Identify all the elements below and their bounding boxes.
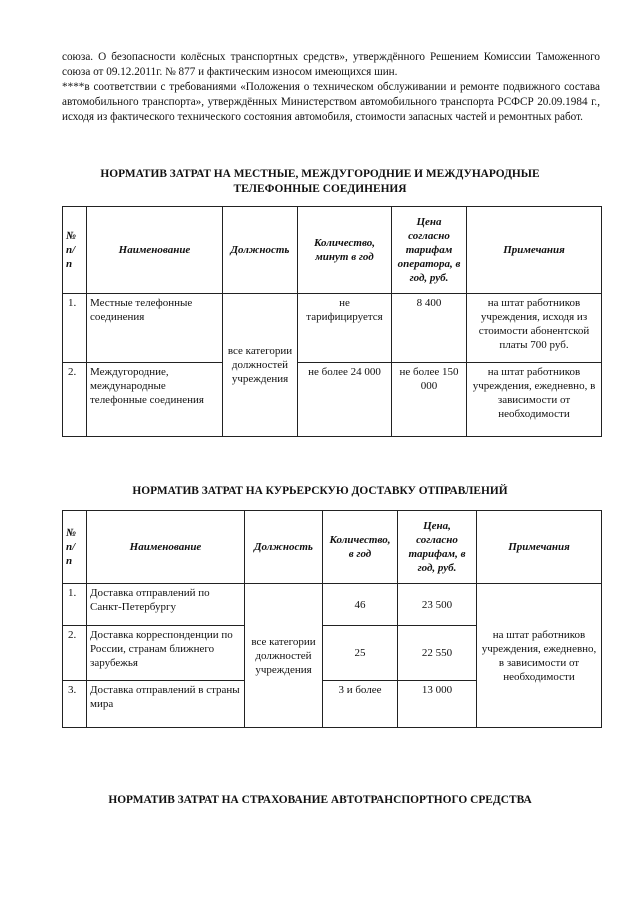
table-row bbox=[63, 584, 602, 626]
row-notes: на штат работников учреждения, ежедневно, в зависимости от необходимости bbox=[477, 584, 602, 728]
header-name: Наименование bbox=[87, 511, 245, 584]
row-name: Доставка корреспонденции по России, странам ближнего зарубежья bbox=[87, 626, 245, 681]
header-price: Цена, согласно тарифам, в год, руб. bbox=[398, 511, 477, 584]
header-quantity: Количество, в год bbox=[323, 511, 398, 584]
row-position: все категории должностей учреждения bbox=[223, 294, 298, 437]
row-name: Доставка отправлений в страны мира bbox=[87, 681, 245, 728]
row-number: 2. bbox=[63, 626, 87, 681]
row-quantity: не более 24 000 bbox=[298, 363, 392, 437]
header-quantity: Количество, минут в год bbox=[298, 207, 392, 294]
header-num: № п/ п bbox=[63, 511, 87, 584]
row-price: 23 500 bbox=[398, 584, 477, 626]
intro-text bbox=[62, 50, 600, 125]
header-position: Должность bbox=[245, 511, 323, 584]
row-number: 1. bbox=[63, 294, 87, 363]
header-notes: Примечания bbox=[467, 207, 602, 294]
row-price: 13 000 bbox=[398, 681, 477, 728]
row-quantity: 25 bbox=[323, 626, 398, 681]
courier-costs-heading: НОРМАТИВ ЗАТРАТ НА КУРЬЕРСКУЮ ДОСТАВКУ ОТПРАВЛЕНИЙ bbox=[132, 485, 508, 497]
phone-costs-heading-line-1: НОРМАТИВ ЗАТРАТ НА МЕСТНЫЕ, МЕЖДУГОРОДНИЕ И МЕЖДУНАРОДНЫЕ bbox=[100, 168, 540, 180]
row-quantity: 3 и более bbox=[323, 681, 398, 728]
courier-costs-table bbox=[62, 510, 602, 728]
header-notes: Примечания bbox=[477, 511, 602, 584]
row-quantity: не тарифицируется bbox=[298, 294, 392, 363]
row-number: 1. bbox=[63, 584, 87, 626]
header-position: Должность bbox=[223, 207, 298, 294]
row-name: Доставка отправлений по Санкт-Петербургу bbox=[87, 584, 245, 626]
table-header-row bbox=[63, 207, 602, 294]
row-notes: на штат работников учреждения, исходя из стоимости абонентской платы 700 руб. bbox=[467, 294, 602, 363]
row-position: все категории должностей учреждения bbox=[245, 584, 323, 728]
header-name: Наименование bbox=[87, 207, 223, 294]
row-notes: на штат работников учреждения, ежедневно, в зависимости от необходимости bbox=[467, 363, 602, 437]
row-name: Междугородние, международные телефонные соединения bbox=[87, 363, 223, 437]
header-num: № п/ п bbox=[63, 207, 87, 294]
row-name: Местные телефонные соединения bbox=[87, 294, 223, 363]
row-number: 3. bbox=[63, 681, 87, 728]
row-number: 2. bbox=[63, 363, 87, 437]
table-row bbox=[63, 294, 602, 363]
phone-costs-table bbox=[62, 206, 602, 437]
intro-line-2: ****в соответствии с требованиями «Положения о техническом обслуживании и ремонте подвижного состава автомобильного транспорта», утверждённых Министерством автомобильного транспорта РСФСР 20.09.1984 г., исходя из фактического технического состояния автомобиля, стоимости запасных частей и ремонтных работ. bbox=[62, 81, 600, 123]
row-price: 22 550 bbox=[398, 626, 477, 681]
row-price: 8 400 bbox=[392, 294, 467, 363]
row-price: не более 150 000 bbox=[392, 363, 467, 437]
table-row bbox=[63, 363, 602, 437]
row-quantity: 46 bbox=[323, 584, 398, 626]
insurance-costs-heading: НОРМАТИВ ЗАТРАТ НА СТРАХОВАНИЕ АВТОТРАНСПОРТНОГО СРЕДСТВА bbox=[108, 794, 532, 806]
header-price: Цена согласно тарифам оператора, в год, руб. bbox=[392, 207, 467, 294]
intro-line-1: союза. О безопасности колёсных транспортных средств», утверждённого Решением Комиссии Таможенного союза от 09.12.2011г. № 877 и фактическим износом имеющихся шин. bbox=[62, 51, 600, 78]
phone-costs-heading bbox=[40, 167, 600, 197]
table-header-row bbox=[63, 511, 602, 584]
phone-costs-heading-line-2: ТЕЛЕФОННЫЕ СОЕДИНЕНИЯ bbox=[233, 183, 407, 195]
